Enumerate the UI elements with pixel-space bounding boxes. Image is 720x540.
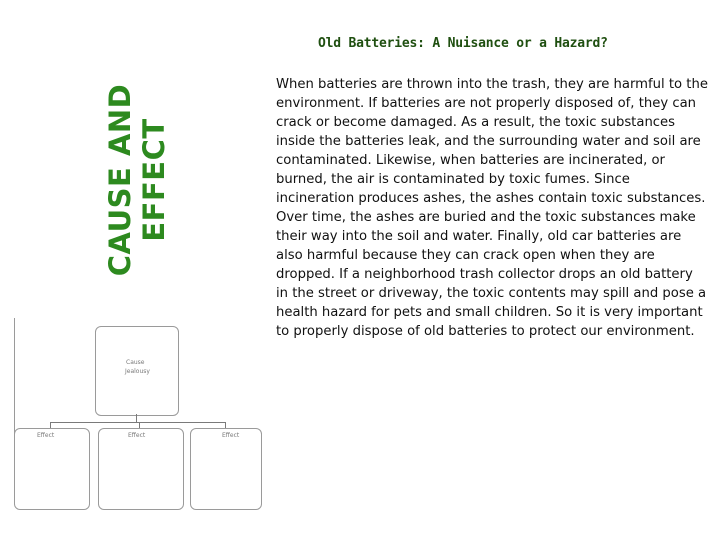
cause-value: Jealousy: [125, 368, 150, 375]
cause-label: Cause: [126, 359, 145, 366]
connector-bar: [50, 422, 226, 423]
effect-box-2: [98, 428, 184, 510]
side-title-line-2: EFFECT: [137, 118, 171, 242]
effect-box-3: [190, 428, 262, 510]
cause-effect-diagram: [14, 318, 260, 500]
slide-title: Old Batteries: A Nuisance or a Hazard?: [318, 36, 608, 51]
effect-box-1: [14, 428, 90, 510]
side-title: [103, 84, 171, 276]
effect-label-1: Effect: [37, 432, 55, 439]
side-title-line-1: CAUSE AND: [103, 83, 137, 277]
effect-label-3: Effect: [222, 432, 240, 439]
effect-label-2: Effect: [128, 432, 146, 439]
body-paragraph: When batteries are thrown into the trash, they are harmful to the environment. If batteries are not properly disposed of, they can crack or become damaged. As a result, the toxic substances inside the batteries leak, and the surrounding water and soil are contaminated. Likewise, when batteries are incinerated, or burned, the air is contaminated by toxic fumes. Since incineration produces ashes, the ashes contain toxic substances. Over time, the ashes are buried and the toxic substances make their way into the soil and water. Finally, old car batteries are also harmful because they can crack open when they are dropped. If a neighborhood trash collector drops an old battery in the street or driveway, the toxic contents may spill and pose a health hazard for pets and small children. So it is very important to properly dispose of old batteries to protect our environment.: [276, 77, 708, 339]
connector-stem: [136, 414, 137, 422]
